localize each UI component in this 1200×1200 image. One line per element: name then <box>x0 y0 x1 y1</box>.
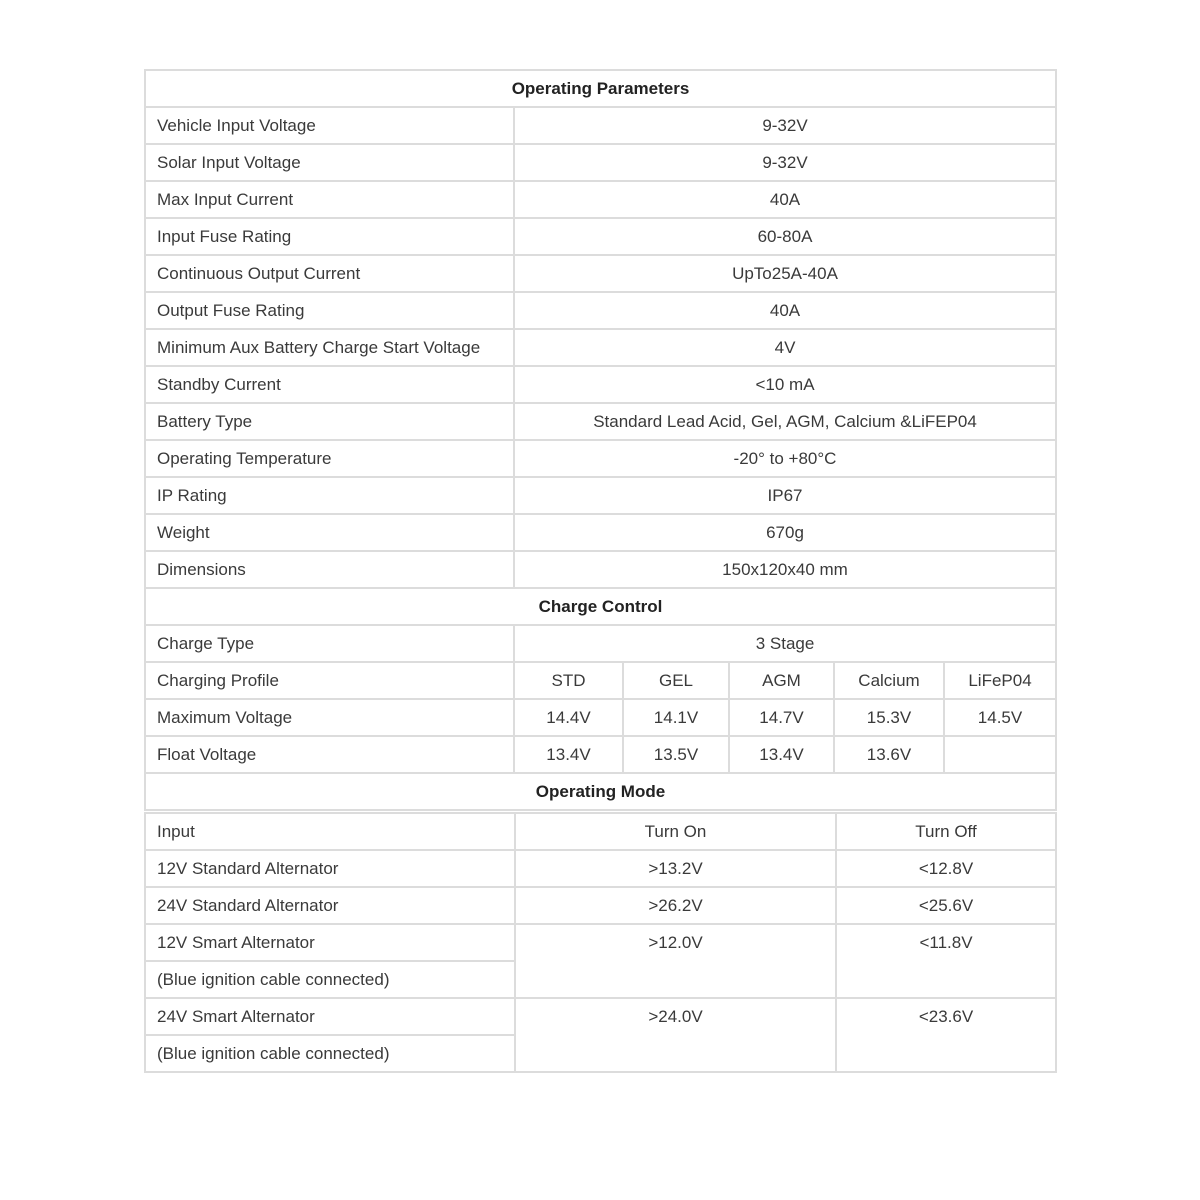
table-row <box>145 736 1056 773</box>
table-row <box>145 255 1056 292</box>
param-label: Solar Input Voltage <box>145 144 514 181</box>
param-label: Output Fuse Rating <box>145 292 514 329</box>
param-label: IP Rating <box>145 477 514 514</box>
param-value: Standard Lead Acid, Gel, AGM, Calcium &LiFEP04 <box>514 403 1056 440</box>
table-row <box>145 329 1056 366</box>
param-value: 3 Stage <box>514 625 1056 662</box>
turn-off-value: <12.8V <box>836 850 1056 887</box>
table-row <box>145 625 1056 662</box>
table-row <box>145 440 1056 477</box>
param-value: 9-32V <box>514 144 1056 181</box>
profile-lifep04: LiFeP04 <box>944 662 1056 699</box>
param-value: -20° to +80°C <box>514 440 1056 477</box>
max-voltage-value: 14.1V <box>623 699 729 736</box>
table-row <box>145 144 1056 181</box>
param-value: 670g <box>514 514 1056 551</box>
table-row <box>145 998 1056 1035</box>
turn-off-value: <11.8V <box>836 924 1056 998</box>
input-label: 12V Smart Alternator <box>145 924 515 961</box>
input-label: 24V Smart Alternator <box>145 998 515 1035</box>
input-note: (Blue ignition cable connected) <box>145 961 515 998</box>
table-row <box>145 218 1056 255</box>
param-value: <10 mA <box>514 366 1056 403</box>
param-value: 40A <box>514 181 1056 218</box>
profile-std: STD <box>514 662 623 699</box>
table-row <box>145 887 1056 924</box>
table-row <box>145 850 1056 887</box>
turn-on-value: >24.0V <box>515 998 836 1072</box>
column-header-input: Input <box>145 813 515 850</box>
table-row <box>145 477 1056 514</box>
param-label: Charge Type <box>145 625 514 662</box>
param-label: Weight <box>145 514 514 551</box>
param-value: UpTo25A-40A <box>514 255 1056 292</box>
table-row <box>145 366 1056 403</box>
operating-mode-table <box>144 812 1057 1073</box>
param-value: 60-80A <box>514 218 1056 255</box>
float-voltage-value: 13.4V <box>514 736 623 773</box>
column-header-turn-on: Turn On <box>515 813 836 850</box>
profile-calcium: Calcium <box>834 662 944 699</box>
spec-table <box>144 69 1057 811</box>
input-note: (Blue ignition cable connected) <box>145 1035 515 1072</box>
table-row <box>145 403 1056 440</box>
section-header-row <box>145 588 1056 625</box>
section-title-operating-mode: Operating Mode <box>145 773 1056 810</box>
max-voltage-value: 15.3V <box>834 699 944 736</box>
table-row <box>145 699 1056 736</box>
turn-on-value: >26.2V <box>515 887 836 924</box>
table-row <box>145 514 1056 551</box>
float-voltage-value: 13.4V <box>729 736 834 773</box>
float-voltage-value: 13.6V <box>834 736 944 773</box>
param-value: 40A <box>514 292 1056 329</box>
param-value: 150x120x40 mm <box>514 551 1056 588</box>
param-value: 9-32V <box>514 107 1056 144</box>
max-voltage-value: 14.7V <box>729 699 834 736</box>
param-label: Charging Profile <box>145 662 514 699</box>
column-header-turn-off: Turn Off <box>836 813 1056 850</box>
spec-sheet <box>144 69 1055 1073</box>
table-row <box>145 551 1056 588</box>
param-label: Max Input Current <box>145 181 514 218</box>
param-label: Maximum Voltage <box>145 699 514 736</box>
section-header-row <box>145 773 1056 810</box>
param-label: Continuous Output Current <box>145 255 514 292</box>
table-row <box>145 662 1056 699</box>
profile-agm: AGM <box>729 662 834 699</box>
section-header-row <box>145 70 1056 107</box>
param-label: Minimum Aux Battery Charge Start Voltage <box>145 329 514 366</box>
input-label: 12V Standard Alternator <box>145 850 515 887</box>
table-header-row <box>145 813 1056 850</box>
param-label: Input Fuse Rating <box>145 218 514 255</box>
param-value: IP67 <box>514 477 1056 514</box>
param-value: 4V <box>514 329 1056 366</box>
table-row <box>145 181 1056 218</box>
param-label: Dimensions <box>145 551 514 588</box>
max-voltage-value: 14.5V <box>944 699 1056 736</box>
turn-off-value: <25.6V <box>836 887 1056 924</box>
param-label: Vehicle Input Voltage <box>145 107 514 144</box>
input-label: 24V Standard Alternator <box>145 887 515 924</box>
turn-on-value: >12.0V <box>515 924 836 998</box>
param-label: Operating Temperature <box>145 440 514 477</box>
param-label: Float Voltage <box>145 736 514 773</box>
table-row <box>145 292 1056 329</box>
param-label: Standby Current <box>145 366 514 403</box>
max-voltage-value: 14.4V <box>514 699 623 736</box>
float-voltage-value: 13.5V <box>623 736 729 773</box>
profile-gel: GEL <box>623 662 729 699</box>
table-row <box>145 924 1056 961</box>
section-title-operating-parameters: Operating Parameters <box>145 70 1056 107</box>
turn-off-value: <23.6V <box>836 998 1056 1072</box>
section-title-charge-control: Charge Control <box>145 588 1056 625</box>
table-row <box>145 107 1056 144</box>
float-voltage-value <box>944 736 1056 773</box>
turn-on-value: >13.2V <box>515 850 836 887</box>
param-label: Battery Type <box>145 403 514 440</box>
